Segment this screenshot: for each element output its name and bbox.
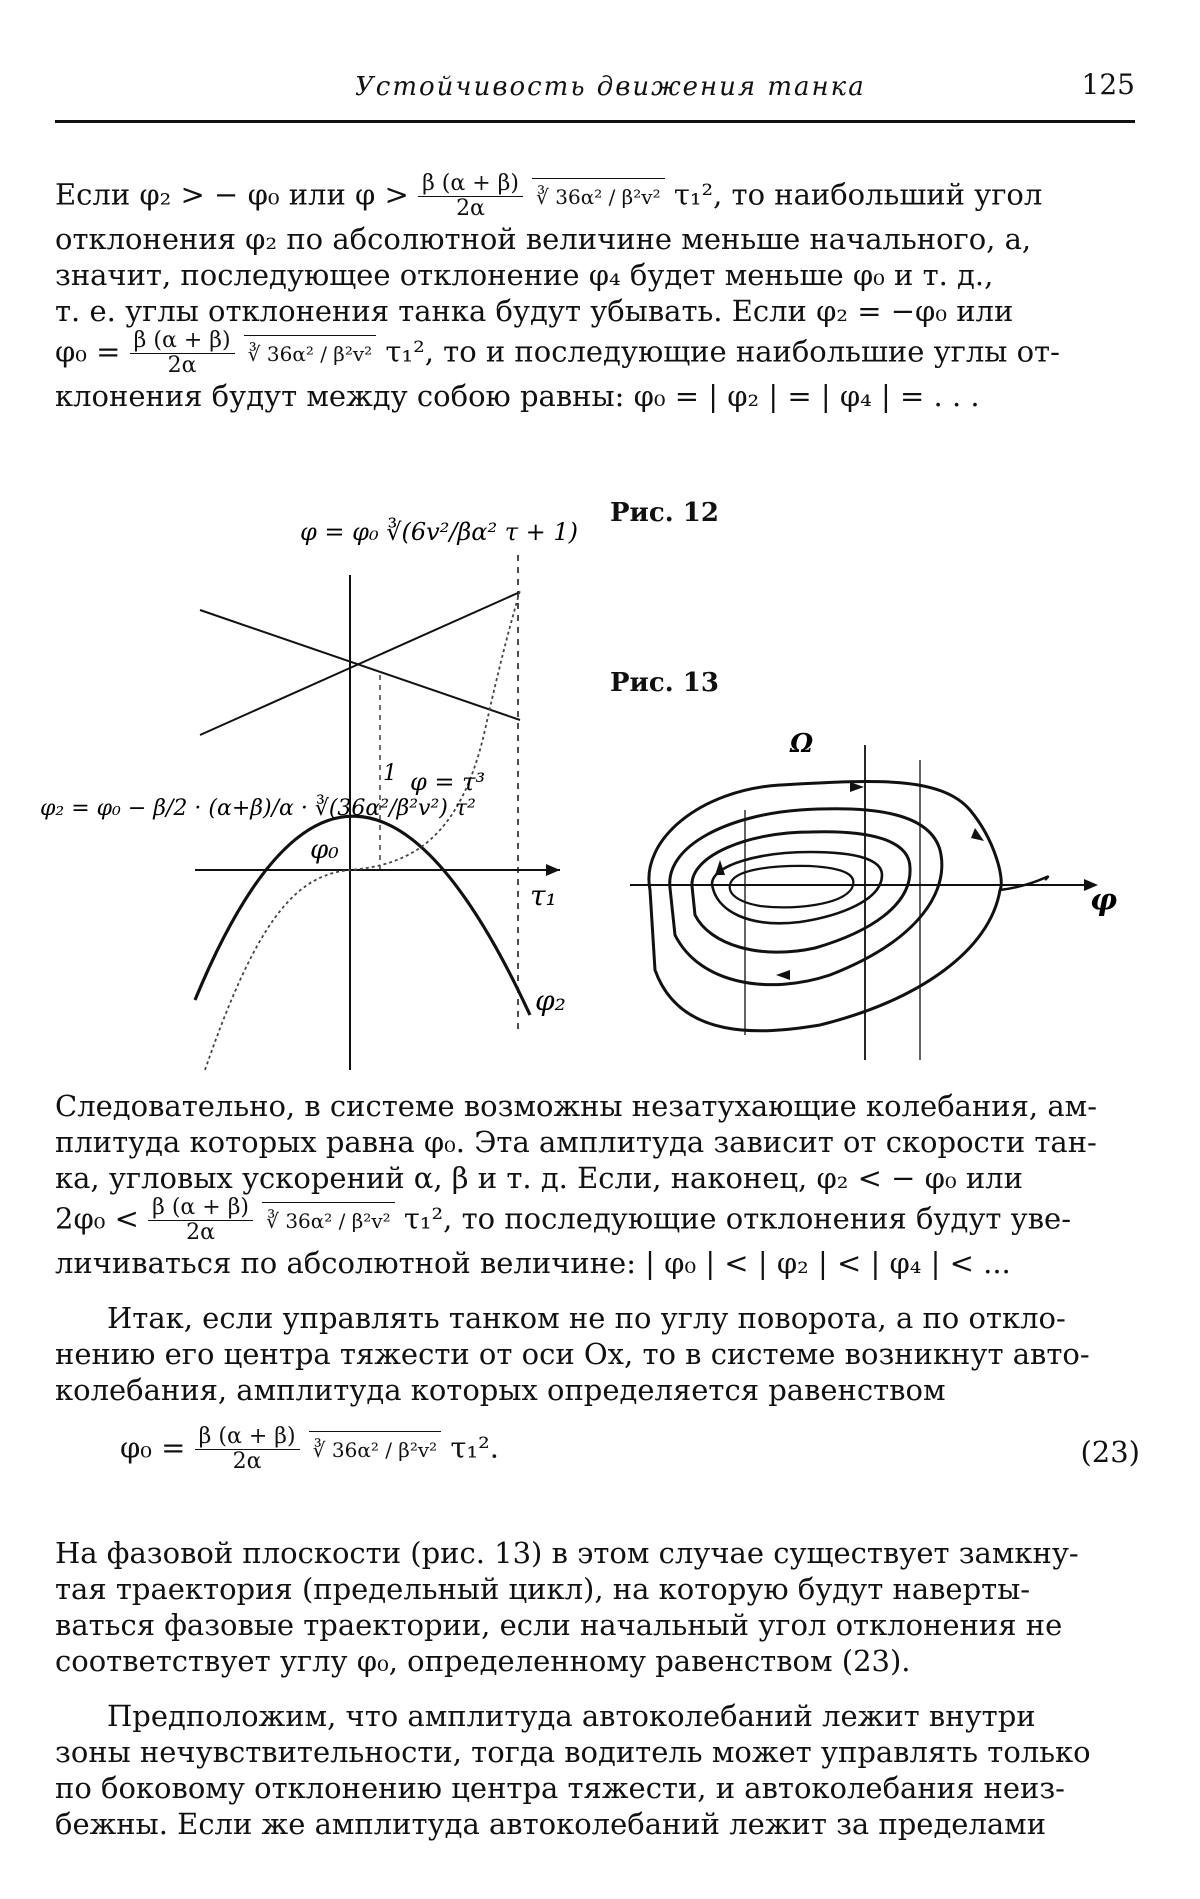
p1-line-4: т. е. углы отклонения танка будут убывать. Если φ₂ = −φ₀ или xyxy=(55,294,1014,328)
p1-frac-den: 2α xyxy=(456,196,485,221)
page-number: 125 xyxy=(1081,68,1135,101)
p2-l4-start: 2φ₀ < xyxy=(55,1201,139,1236)
eq23-tail: τ₁². xyxy=(450,1430,499,1465)
p5-line-3: по боковому отклонению центра тяжести, и автоколебания неиз- xyxy=(55,1771,1065,1805)
eq23-fraction xyxy=(195,1425,300,1474)
p1-l1-end: τ₁², то наибольший угол xyxy=(673,177,1043,212)
fig12-line-down xyxy=(200,610,520,720)
p1-l5-start: φ₀ = xyxy=(55,334,121,369)
fig13-inner-orbit xyxy=(712,852,882,923)
p2-line-5: личиваться по абсолютной величине: | φ₀ | < | φ₂ | < | φ₄ | < ... xyxy=(55,1246,1011,1280)
fig13-arrow-1 xyxy=(850,782,864,792)
p1-frac2-den: 2α xyxy=(167,353,197,378)
p2-frac-num: β (α + β) xyxy=(148,1196,253,1221)
p3-line-1: Итак, если управлять танком не по углу поворота, а по откло- xyxy=(107,1301,1066,1335)
fig13-label: Рис. 13 xyxy=(610,668,719,698)
fig12-top-formula: φ = φ₀ ∛(6v²/βα² τ + 1) xyxy=(300,518,579,546)
fig13-innermost-orbit xyxy=(730,866,854,907)
p3-line-2: нению его центра тяжести от оси Ox, то в системе возникнут авто- xyxy=(55,1337,1090,1371)
figure-12 xyxy=(0,480,600,1080)
p2-fraction xyxy=(148,1196,253,1245)
p1-fraction-2 xyxy=(130,329,235,378)
p1-line-5 xyxy=(55,329,1145,378)
equation-23 xyxy=(120,1425,820,1474)
paragraph-1 xyxy=(55,172,1145,414)
p1-frac-num: β (α + β) xyxy=(418,172,523,197)
fig12-phi2-label: φ₂ xyxy=(535,984,566,1017)
header-rule xyxy=(55,120,1135,123)
fig13-omega-label: Ω xyxy=(790,729,814,759)
p1-line-6: клонения будут между собою равны: φ₀ = | φ₂ | = | φ₄ | = . . . xyxy=(55,379,980,413)
p2-line-3: ка, угловых ускорений α, β и т. д. Если, наконец, φ₂ < − φ₀ или xyxy=(55,1161,1023,1195)
p1-line-1 xyxy=(55,172,1145,221)
eq23-cube-root: ∛ 36α² / β²v² xyxy=(309,1431,441,1468)
fig12-parabola-phi2 xyxy=(195,816,530,1015)
paragraph-2 xyxy=(55,1088,1145,1281)
p1-line-2: отклонения φ₂ по абсолютной величине меньше начального, а, xyxy=(55,222,1032,256)
paragraph-5 xyxy=(55,1698,1145,1842)
fig12-tau-arrow xyxy=(546,864,560,876)
fig12-phi0-label: φ₀ xyxy=(310,835,339,865)
p2-cube-root: ∛ 36α² / β²v² xyxy=(262,1202,394,1239)
p2-l4-end: τ₁², то последующие отклонения будут уве- xyxy=(403,1201,1072,1236)
p4-line-2: тая траектория (предельный цикл), на которую будут наверты- xyxy=(55,1572,1031,1606)
running-title: Устойчивость движения танка xyxy=(355,72,866,102)
p1-fraction xyxy=(418,172,523,221)
p2-line-2: плитуда которых равна φ₀. Эта амплитуда зависит от скорости тан- xyxy=(55,1125,1097,1159)
fig12-tau-label: τ₁ xyxy=(530,879,557,912)
p1-cube-root-2: ∛ 36α² / β²v² xyxy=(244,335,376,372)
figure-13 xyxy=(620,720,1140,1070)
p2-line-4 xyxy=(55,1196,1145,1245)
fig13-phi-label: φ xyxy=(1090,883,1118,918)
fig12-line-up xyxy=(200,592,520,735)
p5-line-1: Предположим, что амплитуда автоколебаний лежит внутри xyxy=(107,1699,1036,1733)
p1-l5-end: τ₁², то и последующие наибольшие углы от- xyxy=(385,334,1060,369)
fig12-left-formula: φ₂ = φ₀ − β/2 · (α+β)/α · ∛(36α²/β²v²) τ² xyxy=(40,796,476,821)
p1-frac2-num: β (α + β) xyxy=(130,329,235,354)
eq23-lhs: φ₀ = xyxy=(120,1430,186,1465)
eq23-frac-den: 2α xyxy=(232,1449,262,1474)
fig12-one-label: 1 xyxy=(383,761,397,786)
fig13-limit-cycle xyxy=(692,832,910,952)
fig13-outer-orbit xyxy=(649,781,1001,1030)
fig13-arrow-3 xyxy=(776,970,790,980)
p4-line-1: На фазовой плоскости (рис. 13) в этом случае существует замкну- xyxy=(55,1536,1079,1570)
p4-line-3: ваться фазовые траектории, если начальный угол отклонения не xyxy=(55,1608,1063,1642)
paragraph-4 xyxy=(55,1535,1145,1679)
fig12-cubic-label: φ = τ³ xyxy=(410,768,486,796)
p5-line-4: бежны. Если же амплитуда автоколебаний лежит за пределами xyxy=(55,1807,1047,1841)
equation-number: (23) xyxy=(1080,1435,1140,1469)
eq23-frac-num: β (α + β) xyxy=(195,1425,300,1450)
p2-frac-den: 2α xyxy=(186,1220,215,1245)
p3-line-3: колебания, амплитуда которых определяется равенством xyxy=(55,1373,946,1407)
p2-line-1: Следовательно, в системе возможны незатухающие колебания, ам- xyxy=(55,1089,1097,1123)
eq23-line xyxy=(120,1425,820,1474)
p1-l1-start: Если φ₂ > − φ₀ или φ > xyxy=(55,177,409,212)
fig12-label: Рис. 12 xyxy=(610,498,719,528)
p1-cube-root: ∛ 36α² / β²v² xyxy=(532,178,664,215)
fig13-tail xyxy=(1000,877,1048,890)
p4-line-4: соответствует углу φ₀, определенному равенством (23). xyxy=(55,1644,911,1678)
fig13-arrow-4 xyxy=(971,828,984,841)
paragraph-3 xyxy=(55,1300,1145,1408)
running-header xyxy=(55,62,1135,102)
p5-line-2: зоны нечувствительности, тогда водитель может управлять только xyxy=(55,1735,1091,1769)
p1-line-3: значит, последующее отклонение φ₄ будет меньше φ₀ и т. д., xyxy=(55,258,994,292)
